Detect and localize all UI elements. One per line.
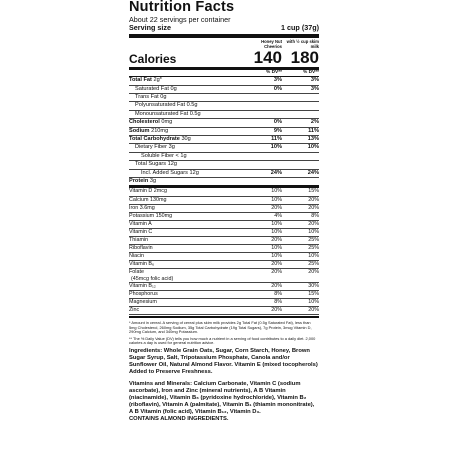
nutrient-row: Protein 3g: [129, 178, 319, 188]
calories-label: Calories: [129, 52, 177, 67]
vitamin-row: Vitamin D 2mcg 10% 15%: [129, 188, 319, 196]
nutrition-facts-panel: [129, 0, 319, 452]
nutrient-row: Dietary Fiber 3g 10% 10%: [129, 144, 319, 152]
vitamin-row: Folate (45mcg folic acid) 20% 20%: [129, 269, 319, 282]
vitamin-row: Magnesium 8% 10%: [129, 299, 319, 307]
nutrient-row: Soluble Fiber < 1g: [129, 153, 319, 161]
nutrient-row: Total Carbohydrate 30g 11% 13%: [129, 136, 319, 144]
vitamin-row: Calcium 130mg 10% 20%: [129, 197, 319, 205]
footnote-daily-value: ** The % Daily Value (DV) tells you how much a nutrient in a serving of food contributes to a daily diet. 2,000 calories a day is used for general nutrition advice.: [129, 335, 316, 345]
vitamin-row: Riboflavin 10% 25%: [129, 245, 319, 253]
column-1-header: Honey Nut Cheerios: [261, 39, 282, 49]
nutrient-row: Cholesterol 0mg 0% 2%: [129, 119, 319, 127]
vitamin-row: Vitamin B₆ 20% 25%: [129, 261, 319, 269]
panel-title: Nutrition Facts: [129, 0, 235, 15]
ingredients-text: Ingredients: Whole Grain Oats, Sugar, Corn Starch, Honey, Brown Sugar Syrup, Salt, Tripotassium Phosphate, Canola and/or Sunflower Oil, Natural Almond Flavor. Vitamin E (mixed tocopherols) Added to Preserve Freshness.: [129, 348, 318, 376]
nutrient-row: Total Sugars 12g: [129, 161, 319, 169]
vitamin-row: Zinc 20% 20%: [129, 307, 319, 315]
nutrient-row: Trans Fat 0g: [129, 94, 319, 102]
calories-cereal: 140: [253, 48, 282, 68]
vitamin-table: [129, 188, 319, 315]
nutrient-row: Polyunsaturated Fat 0.5g: [129, 102, 319, 110]
calories-row: [129, 49, 319, 70]
nutrient-row: Incl. Added Sugars 12g 24% 24%: [129, 170, 319, 178]
servings-per-container: About 22 servings per container: [129, 15, 231, 24]
dv-header-row: [129, 70, 319, 77]
vitamin-row: Phosphorus 8% 15%: [129, 291, 319, 299]
vitamin-row: Vitamin C 10% 10%: [129, 229, 319, 237]
dv-header-1: % DV**: [266, 70, 282, 76]
footnote-amount-in-cereal: * Amount in cereal. A serving of cereal plus skim milk provides 2g Total Fat (0.5g Saturated Fat), less than 5mg Cholesterol, 260mg Sodium, 35g Total Carbohydrate (19g Total Sugars), 7g Protein, 3mcg Vitamin D, 290mg Calcium, and 340mg Potassium.: [129, 320, 312, 335]
allergen-statement: CONTAINS ALMOND INGREDIENTS.: [129, 416, 229, 423]
calories-with-milk: 180: [290, 48, 319, 68]
vitamin-row: Thiamin 20% 25%: [129, 237, 319, 245]
vitamins-minerals-text: Vitamins and Minerals: Calcium Carbonate, Vitamin C (sodium ascorbate), Iron and Zinc (mineral nutrients), A B Vitamin (niacinamide), Vitamin B₆ (pyridoxine hydrochloride), Vitamin B₂ (riboflavin), Vitamin A (palmitate), Vitamin B₁ (thiamin mononitrate), A B Vitamin (folic acid), Vitamin B₁₂, Vitamin D₃.: [129, 381, 315, 416]
vitamin-row: Potassium 150mg 4% 8%: [129, 213, 319, 221]
vitamin-row: Vitamin A 10% 20%: [129, 221, 319, 229]
nutrient-table: [129, 77, 319, 188]
serving-size-value: 1 cup (37g): [281, 23, 319, 32]
column-2-header: with ½ cup skim milk: [286, 39, 319, 49]
vitamin-row: Niacin 10% 10%: [129, 253, 319, 261]
vitamin-row: Vitamin B₁₂ 20% 30%: [129, 283, 319, 291]
dv-header-2: % DV**: [303, 70, 319, 76]
serving-size-row: [129, 24, 319, 38]
nutrient-row: Monounsaturated Fat 0.5g: [129, 111, 319, 119]
ingredients-section: [129, 348, 319, 423]
serving-size-label: Serving size: [129, 23, 171, 32]
nutrient-row: Total Fat 2g* 3% 3%: [129, 77, 319, 85]
nutrient-row: Saturated Fat 0g 0% 3%: [129, 86, 319, 94]
footnotes: [129, 316, 319, 345]
vitamin-row: Iron 3.6mg 20% 20%: [129, 205, 319, 213]
nutrient-row: Sodium 210mg 9% 11%: [129, 128, 319, 136]
